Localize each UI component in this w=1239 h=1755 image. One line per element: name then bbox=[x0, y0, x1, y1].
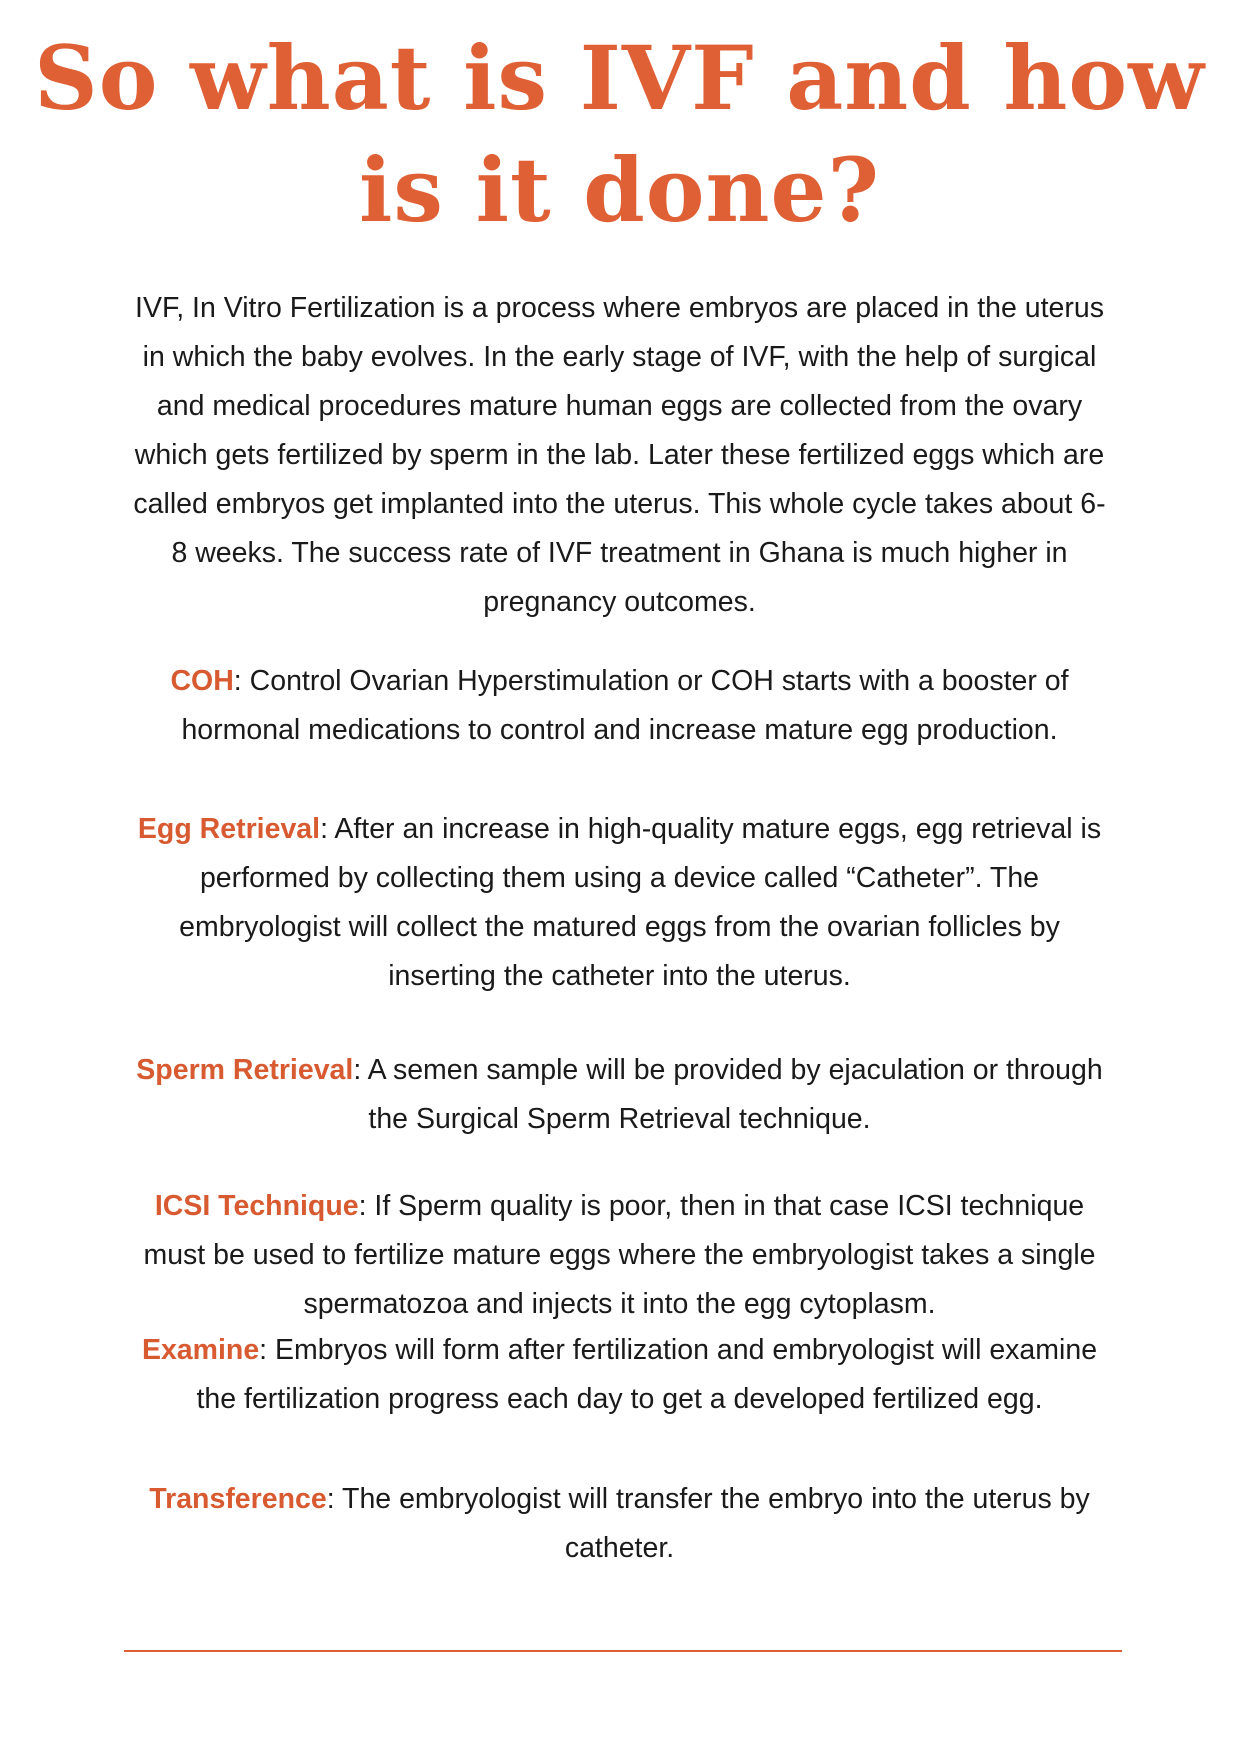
step-term: ICSI Technique bbox=[154, 1190, 359, 1222]
step-term: COH bbox=[170, 665, 234, 697]
step-term: Sperm Retrieval bbox=[136, 1054, 354, 1086]
step-transference bbox=[130, 1475, 1109, 1573]
step-text: : A semen sample will be provided by ejaculation or through the Surgical Sperm Retrieval technique. bbox=[353, 1054, 1103, 1135]
step-egg-retrieval bbox=[130, 805, 1109, 1001]
step-text: : The embryologist will transfer the embryo into the uterus by catheter. bbox=[326, 1483, 1090, 1564]
footer-divider bbox=[124, 1650, 1122, 1652]
title-line-2: is it done? bbox=[358, 138, 881, 242]
step-examine bbox=[130, 1326, 1109, 1424]
step-sperm-retrieval bbox=[130, 1046, 1109, 1144]
step-text: : If Sperm quality is poor, then in that case ICSI technique must be used to fertilize mature eggs where the embryologist takes a single spermatozoa and injects it into the egg cytoplasm. bbox=[143, 1190, 1096, 1320]
page-title bbox=[0, 22, 1239, 246]
step-term: Transference bbox=[149, 1483, 327, 1515]
intro-text: IVF, In Vitro Fertilization is a process where embryos are placed in the uterus in which the baby evolves. In the early stage of IVF, with the help of surgical and medical procedures mature human eggs are collected from the ovary which gets fertilized by sperm in the lab. Later these fertilized eggs which are called embryos get implanted into the uterus. This whole cycle takes about 6-8 weeks. The success rate of IVF treatment in Ghana is much higher in pregnancy outcomes. bbox=[133, 292, 1106, 618]
step-term: Egg Retrieval bbox=[137, 813, 321, 845]
step-text: : Embryos will form after fertilization and embryologist will examine the fertilization progress each day to get a developed fertilized egg. bbox=[196, 1334, 1098, 1415]
step-term: Examine bbox=[141, 1334, 260, 1366]
step-coh bbox=[130, 657, 1109, 755]
title-line-1: So what is IVF and how bbox=[34, 26, 1205, 130]
step-text: : After an increase in high-quality mature eggs, egg retrieval is performed by collecting them using a device called “Catheter”. The embryologist will collect the matured eggs from the ovarian follicles by inserting the catheter into the uterus. bbox=[179, 813, 1102, 992]
intro-paragraph bbox=[130, 284, 1109, 627]
step-icsi-technique bbox=[130, 1182, 1109, 1329]
step-text: : Control Ovarian Hyperstimulation or COH starts with a booster of hormonal medications to control and increase mature egg production. bbox=[181, 665, 1069, 746]
